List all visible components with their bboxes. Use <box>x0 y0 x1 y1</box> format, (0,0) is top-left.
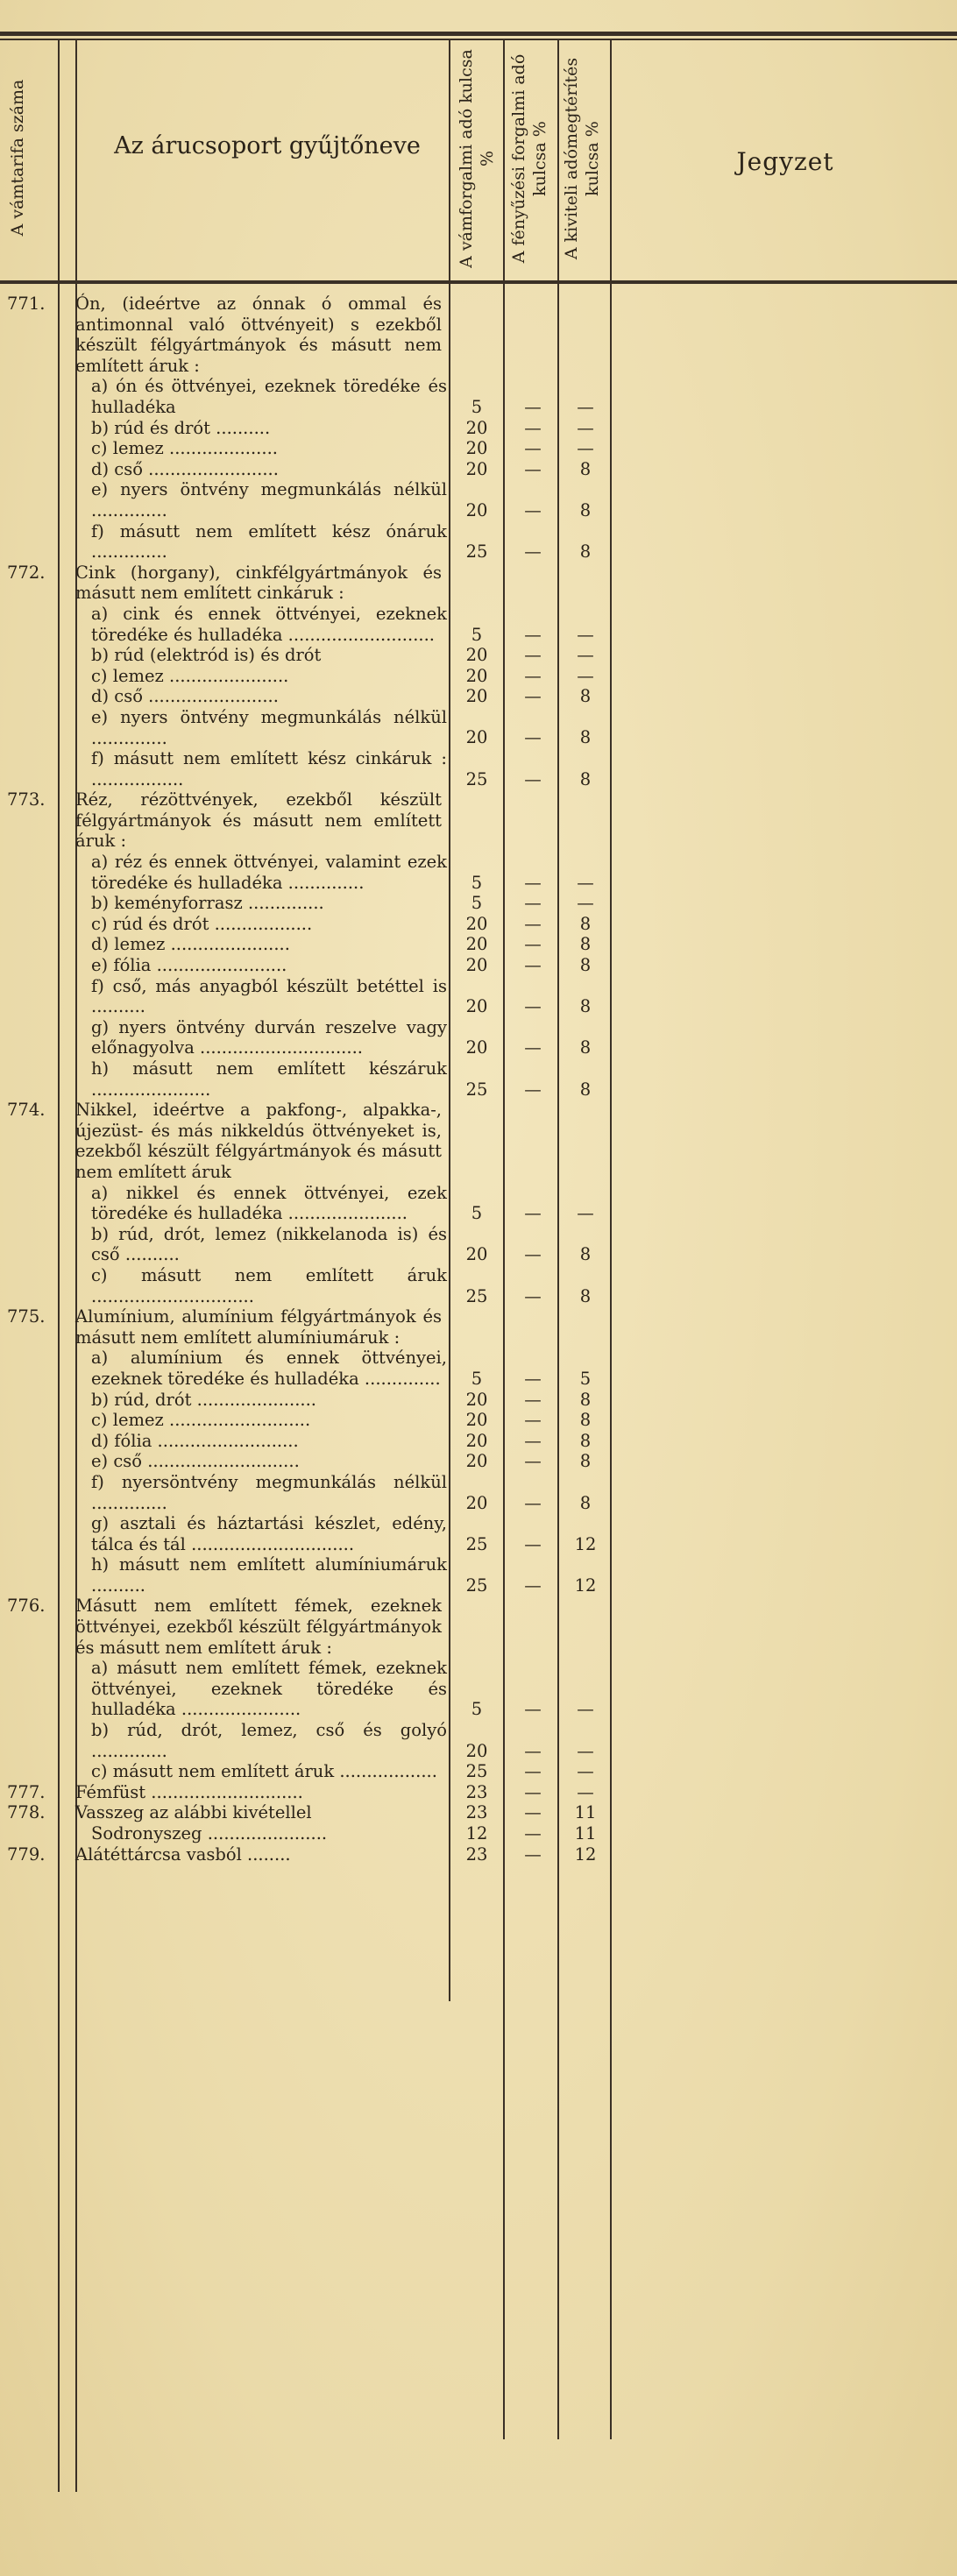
tax-rate: 12 <box>465 1823 488 1844</box>
header-name: Az árucsoport gyűjtőneve <box>114 132 421 159</box>
item-description: Ón, (ideértve az ónnak ó ommal és antimonnal való öttvényeit) s ezekből készült félgyártmányok és másutt nem említett áruk : <box>75 294 442 376</box>
tax-rate: 20 <box>465 458 488 479</box>
item-description: f) másutt nem említett kész ónáruk .............. <box>91 520 447 563</box>
tax-rate: 20 <box>465 1740 488 1761</box>
tax-rate: 5 <box>471 1368 483 1389</box>
export-refund-rate: 8 <box>579 1451 592 1472</box>
tariff-number: 777. <box>7 1781 46 1802</box>
item-description: a) cink és ennek öttvényei, ezeknek töredéke és hulladéka ........................... <box>91 603 447 645</box>
column-divider <box>75 39 77 2492</box>
export-refund-rate: 12 <box>574 1575 597 1596</box>
luxury-tax-rate: — <box>524 1823 542 1844</box>
export-refund-rate: — <box>577 438 594 459</box>
column-divider <box>503 39 505 2439</box>
column-divider <box>557 39 559 2439</box>
item-description: Nikkel, ideértve a pakfong-, alpakka-, újezüst- és más nikkeldús öttvényeket is, ezekből készült félgyártmányok és másutt nem említett áruk <box>75 1100 442 1182</box>
luxury-tax-rate: — <box>524 1699 542 1720</box>
export-refund-rate: 8 <box>579 1389 592 1410</box>
export-refund-rate: 8 <box>579 1079 592 1100</box>
item-description: Réz, rézöttvények, ezekből készült félgyártmányok és másutt nem említett áruk : <box>75 789 442 852</box>
item-description: Sodronyszeg ...................... <box>91 1823 328 1844</box>
export-refund-rate: — <box>577 1781 594 1802</box>
luxury-tax-rate: — <box>524 458 542 479</box>
item-description: c) másutt nem említett áruk .................. <box>91 1761 437 1782</box>
item-description: d) cső ........................ <box>91 686 279 707</box>
item-description: h) másutt nem említett alumíniumáruk .......... <box>91 1554 447 1596</box>
export-refund-rate: — <box>577 893 594 914</box>
tariff-number: 771. <box>7 294 46 314</box>
tax-rate: 5 <box>471 1203 483 1224</box>
tax-rate: 20 <box>465 1430 488 1451</box>
item-description: b) rúd (elektród is) és drót <box>91 645 322 666</box>
export-refund-rate: 8 <box>579 458 592 479</box>
export-refund-rate: — <box>577 396 594 417</box>
luxury-tax-rate: — <box>524 438 542 459</box>
item-description: c) lemez .......................... <box>91 1410 311 1431</box>
luxury-tax-rate: — <box>524 934 542 955</box>
item-description: f) másutt nem említett kész cinkáruk : ................. <box>91 748 447 789</box>
luxury-tax-rate: — <box>524 1203 542 1224</box>
tariff-number: 779. <box>7 1844 46 1865</box>
export-refund-rate: — <box>577 624 594 645</box>
luxury-tax-rate: — <box>524 727 542 748</box>
luxury-tax-rate: — <box>524 1781 542 1802</box>
luxury-tax-rate: — <box>524 1802 542 1823</box>
export-refund-rate: — <box>577 417 594 438</box>
item-description: a) alumínium és ennek öttvényei, ezeknek töredéke és hulladéka .............. <box>91 1348 447 1389</box>
tax-rate: 20 <box>465 1410 488 1431</box>
item-description: a) másutt nem említett fémek, ezeknek öttvényei, ezeknek töredéke és hulladéka ...................... <box>91 1658 447 1720</box>
tax-rate: 25 <box>465 541 488 563</box>
export-refund-rate: — <box>577 665 594 686</box>
tariff-number: 772. <box>7 562 46 583</box>
tax-rate: 20 <box>465 934 488 955</box>
item-description: e) nyers öntvény megmunkálás nélkül .............. <box>91 706 447 748</box>
item-description: d) lemez ...................... <box>91 934 290 955</box>
export-refund-rate: 8 <box>579 541 592 563</box>
export-refund-rate: 8 <box>579 1285 592 1306</box>
item-description: e) nyers öntvény megmunkálás nélkül .............. <box>91 479 447 520</box>
luxury-tax-rate: — <box>524 1037 542 1058</box>
luxury-tax-rate: — <box>524 1244 542 1265</box>
header-note: Jegyzet <box>736 147 834 176</box>
export-refund-rate: 12 <box>574 1844 597 1865</box>
tax-rate: 20 <box>465 499 488 520</box>
export-refund-rate: — <box>577 872 594 893</box>
luxury-tax-rate: — <box>524 624 542 645</box>
tax-rate: 20 <box>465 645 488 666</box>
export-refund-rate: 11 <box>574 1823 597 1844</box>
item-description: Alumínium, alumínium félgyártmányok és másutt nem említett alumíniumáruk : <box>75 1306 442 1348</box>
item-description: c) lemez .................... <box>91 438 278 459</box>
item-description: b) keményforrasz .............. <box>91 893 324 914</box>
export-refund-rate: 8 <box>579 934 592 955</box>
export-refund-rate: 8 <box>579 913 592 934</box>
export-refund-rate: — <box>577 1203 594 1224</box>
item-description: h) másutt nem említett készáruk ...................... <box>91 1058 447 1100</box>
item-description: f) nyersöntvény megmunkálás nélkül .............. <box>91 1471 447 1513</box>
item-description: Másutt nem említett fémek, ezeknek öttvényei, ezekből készült félgyártmányok és másutt nem említett áruk : <box>75 1596 442 1658</box>
export-refund-rate: 8 <box>579 1430 592 1451</box>
item-description: c) másutt nem említett áruk .............................. <box>91 1264 447 1306</box>
tax-rate: 20 <box>465 438 488 459</box>
header-tax2: A fényűzési forgalmi adó kulcsa % <box>509 53 549 264</box>
tax-rate: 5 <box>471 872 483 893</box>
item-description: Cink (horgany), cinkfélgyártmányok és másutt nem említett cinkáruk : <box>75 562 442 604</box>
luxury-tax-rate: — <box>524 1575 542 1596</box>
item-description: d) fólia .......................... <box>91 1430 299 1451</box>
export-refund-rate: 8 <box>579 955 592 976</box>
tariff-number: 776. <box>7 1596 46 1617</box>
luxury-tax-rate: — <box>524 1410 542 1431</box>
luxury-tax-rate: — <box>524 1533 542 1554</box>
export-refund-rate: — <box>577 1761 594 1782</box>
item-description: e) fólia ........................ <box>91 955 287 976</box>
luxury-tax-rate: — <box>524 499 542 520</box>
item-description: a) ón és öttvényei, ezeknek töredéke és hulladéka <box>91 376 447 417</box>
tax-rate: 5 <box>471 396 483 417</box>
item-description: Fémfüst ............................ <box>75 1781 303 1802</box>
header-tax3: A kiviteli adómegtérítés kulcsa % <box>562 57 602 260</box>
header-number: A vámtarifa száma <box>8 79 27 237</box>
tax-rate: 20 <box>465 1244 488 1265</box>
column-divider <box>449 39 450 2001</box>
tax-rate: 25 <box>465 1533 488 1554</box>
export-refund-rate: 11 <box>574 1802 597 1823</box>
luxury-tax-rate: — <box>524 996 542 1017</box>
export-refund-rate: 8 <box>579 768 592 789</box>
item-description: a) réz és ennek öttvényei, valamint ezek töredéke és hulladéka .............. <box>91 852 447 893</box>
export-refund-rate: 8 <box>579 499 592 520</box>
tax-rate: 5 <box>471 893 483 914</box>
tax-rate: 20 <box>465 913 488 934</box>
export-refund-rate: 8 <box>579 1410 592 1431</box>
luxury-tax-rate: — <box>524 1844 542 1865</box>
item-description: c) lemez ...................... <box>91 665 289 686</box>
luxury-tax-rate: — <box>524 1451 542 1472</box>
luxury-tax-rate: — <box>524 665 542 686</box>
luxury-tax-rate: — <box>524 396 542 417</box>
luxury-tax-rate: — <box>524 1285 542 1306</box>
luxury-tax-rate: — <box>524 1740 542 1761</box>
item-description: g) asztali és háztartási készlet, edény, tálca és tál .............................. <box>91 1513 447 1554</box>
top-rule <box>0 32 957 36</box>
luxury-tax-rate: — <box>524 1761 542 1782</box>
luxury-tax-rate: — <box>524 686 542 707</box>
tax-rate: 23 <box>465 1802 488 1823</box>
tax-rate: 23 <box>465 1781 488 1802</box>
item-description: b) rúd, drót, lemez, cső és golyó .............. <box>91 1720 447 1761</box>
export-refund-rate: — <box>577 1699 594 1720</box>
luxury-tax-rate: — <box>524 1389 542 1410</box>
item-description: Alátéttárcsa vasból ........ <box>75 1844 291 1865</box>
item-description: d) cső ........................ <box>91 458 279 479</box>
luxury-tax-rate: — <box>524 417 542 438</box>
luxury-tax-rate: — <box>524 768 542 789</box>
luxury-tax-rate: — <box>524 1368 542 1389</box>
tax-rate: 25 <box>465 1575 488 1596</box>
export-refund-rate: 8 <box>579 1244 592 1265</box>
tax-rate: 20 <box>465 996 488 1017</box>
tax-rate: 20 <box>465 1037 488 1058</box>
luxury-tax-rate: — <box>524 1079 542 1100</box>
header-rule <box>0 280 957 284</box>
tax-rate: 25 <box>465 1761 488 1782</box>
tax-rate: 20 <box>465 665 488 686</box>
item-description: b) rúd és drót .......... <box>91 417 271 438</box>
item-description: e) cső ............................ <box>91 1451 300 1472</box>
export-refund-rate: — <box>577 645 594 666</box>
tariff-number: 778. <box>7 1802 46 1823</box>
luxury-tax-rate: — <box>524 541 542 563</box>
item-description: c) rúd és drót .................. <box>91 913 313 934</box>
export-refund-rate: 8 <box>579 1037 592 1058</box>
luxury-tax-rate: — <box>524 1430 542 1451</box>
tax-rate: 20 <box>465 1492 488 1513</box>
export-refund-rate: 12 <box>574 1533 597 1554</box>
tax-rate: 25 <box>465 768 488 789</box>
luxury-tax-rate: — <box>524 1492 542 1513</box>
tax-rate: 23 <box>465 1844 488 1865</box>
tax-rate: 20 <box>465 1389 488 1410</box>
export-refund-rate: 5 <box>579 1368 592 1389</box>
item-description: Vasszeg az alábbi kivétellel <box>75 1802 312 1823</box>
tax-rate: 25 <box>465 1079 488 1100</box>
tax-rate: 5 <box>471 624 483 645</box>
luxury-tax-rate: — <box>524 955 542 976</box>
item-description: f) cső, más anyagból készült betéttel is .......... <box>91 975 447 1017</box>
item-description: b) rúd, drót, lemez (nikkelanoda is) és cső .......... <box>91 1223 447 1265</box>
luxury-tax-rate: — <box>524 913 542 934</box>
export-refund-rate: 8 <box>579 996 592 1017</box>
tax-rate: 25 <box>465 1285 488 1306</box>
tax-rate: 20 <box>465 727 488 748</box>
export-refund-rate: 8 <box>579 727 592 748</box>
tax-rate: 20 <box>465 955 488 976</box>
item-description: b) rúd, drót ...................... <box>91 1389 316 1410</box>
item-description: g) nyers öntvény durván reszelve vagy előnagyolva .............................. <box>91 1016 447 1058</box>
tax-rate: 20 <box>465 1451 488 1472</box>
column-divider <box>610 39 612 2439</box>
luxury-tax-rate: — <box>524 893 542 914</box>
luxury-tax-rate: — <box>524 872 542 893</box>
luxury-tax-rate: — <box>524 645 542 666</box>
header-tax1: A vámforgalmi adó kulcsa % <box>457 49 497 268</box>
tax-rate: 5 <box>471 1699 483 1720</box>
tariff-number: 774. <box>7 1100 46 1121</box>
tax-rate: 20 <box>465 686 488 707</box>
item-description: a) nikkel és ennek öttvényei, ezek töredéke és hulladéka ...................... <box>91 1182 447 1224</box>
export-refund-rate: — <box>577 1740 594 1761</box>
tariff-number: 773. <box>7 789 46 810</box>
export-refund-rate: 8 <box>579 1492 592 1513</box>
column-divider <box>58 39 60 2492</box>
tariff-number: 775. <box>7 1306 46 1327</box>
export-refund-rate: 8 <box>579 686 592 707</box>
tax-rate: 20 <box>465 417 488 438</box>
